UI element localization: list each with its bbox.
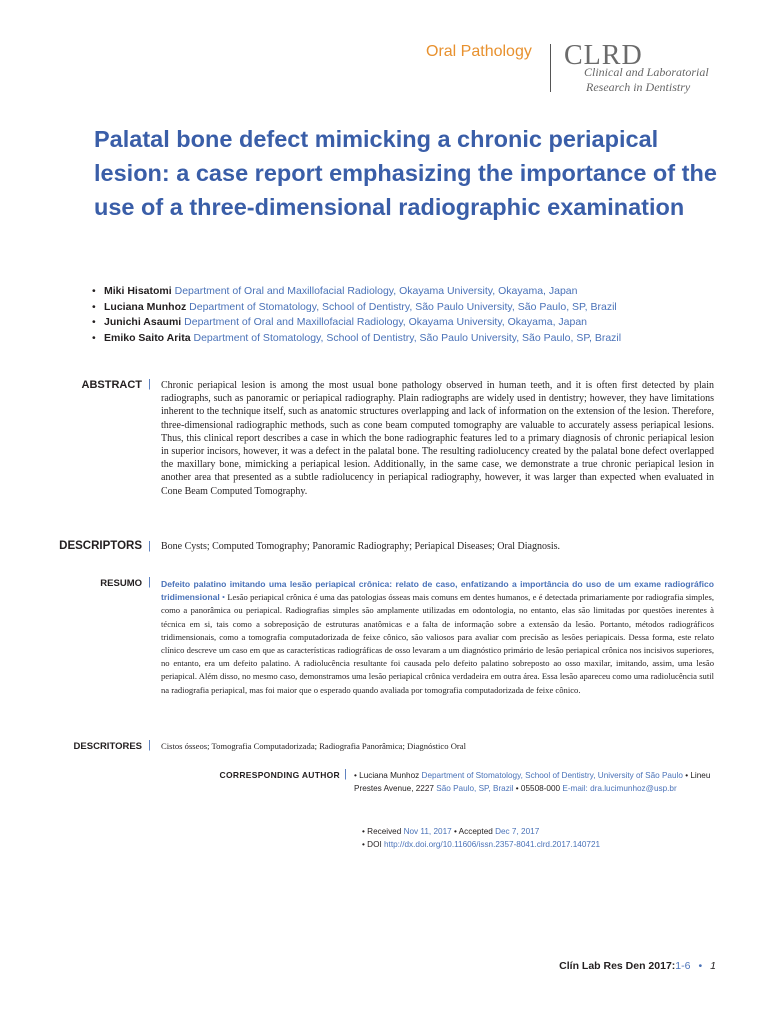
author-affiliation: Department of Stomatology, School of Dentistry, São Paulo University, São Paulo, SP, Brazil: [193, 331, 622, 344]
descriptors-label: DESCRIPTORS: [59, 540, 142, 552]
footer-journal: Clín Lab Res Den 2017:: [559, 960, 676, 972]
corresponding-author-zip: 05508-000: [520, 784, 561, 793]
corresponding-author-name: Luciana Munhoz: [359, 771, 420, 780]
descritores-text: Cistos ósseos; Tomografia Computadorizada; Radiografia Panorâmica; Diagnóstico Oral: [161, 741, 466, 751]
bullet-icon: •: [92, 331, 96, 344]
bullet-icon: •: [362, 840, 365, 849]
bullet-icon: •: [685, 771, 689, 780]
resumo-separator: •: [222, 592, 226, 603]
corresponding-author-label: CORRESPONDING AUTHOR: [219, 770, 340, 780]
author-name: Emiko Saito Arita: [104, 331, 191, 344]
resumo-divider: |: [148, 576, 151, 588]
page-number: 1: [710, 960, 716, 972]
descritores-divider: |: [148, 739, 151, 751]
author-name: Luciana Munhoz: [104, 300, 187, 313]
author-list: [92, 284, 722, 346]
author-item: [92, 284, 722, 300]
corresponding-author-details: [354, 769, 716, 795]
journal-name-line2: Research in Dentistry: [586, 80, 691, 94]
accepted-date: Dec 7, 2017: [495, 827, 540, 836]
journal-name-line1: Clinical and Laboratorial: [584, 65, 709, 79]
journal-logo: [560, 40, 720, 100]
email-link[interactable]: dra.lucimunhoz@usp.br: [590, 784, 677, 793]
descriptors-text: Bone Cysts; Computed Tomography; Panoramic Radiography; Periapical Diseases; Oral Diagnosis.: [161, 541, 561, 552]
abstract-label: ABSTRACT: [81, 379, 142, 391]
email-label: E-mail:: [562, 784, 588, 793]
bullet-icon: •: [453, 827, 457, 836]
bullet-icon: •: [92, 285, 96, 297]
bullet-icon: •: [92, 316, 96, 328]
page-footer: [559, 960, 716, 972]
descritores-label: DESCRITORES: [73, 741, 142, 752]
author-affiliation: Department of Oral and Maxillofacial Radiology, Okayama University, Okayama, Japan: [174, 285, 578, 297]
author-item: [92, 331, 722, 347]
author-item: [92, 300, 722, 316]
resumo-title: Defeito palatino imitando uma lesão periapical crônica: relato de caso, enfatizando a importância do uso de um exame radiográfico tridimensional: [161, 579, 714, 603]
corresponding-author-address: Lineu Prestes Avenue, 2227: [354, 771, 711, 793]
article-dates: [362, 825, 600, 851]
received-date: Nov 11, 2017: [403, 827, 452, 836]
resumo-body: Lesão periapical crônica é uma das patologias ósseas mais comuns em dentes humanos, e é detectada primariamente por radiografia simples, como a panorâmica ou periapical. Radiografias simples são amplamente utilizadas em odontologia, no entanto, elas são limitadas por questões inerentes à técnica em si, tais como a sobreposição de estruturas anatômicas e a falta de informação sobre a extensão da lesão. Portanto, métodos radiográficos tridimensionais, como a tomografia computadorizada de feixe cônico, são valiosos para avaliar com precisão as lesões periapicais. Dessa forma, este relato clínico descreve um caso em que as características radiográficas de osso levaram a um diagnóstico primário de lesão periapical crônica nos incisivos superiores, no entanto, era um defeito palatino. A radiolucência resultante foi causada pelo defeito palatino sobreposto ao osso maxilar, imitando, assim, uma lesão periapical. Além disso, no mesmo caso, demonstramos uma lesão periapical crônica verdadeira em outra área. Essa lesão apareceu como uma radiolucência sutil na radiografia periapical, mas foi maior que o esperado quando avaliada por tomografia computadorizada de feixe cônico.: [161, 592, 714, 695]
corresponding-author-city: São Paulo, SP, Brazil: [436, 784, 514, 793]
doi-link[interactable]: http://dx.doi.org/10.11606/issn.2357-8041.clrd.2017.140721: [384, 840, 601, 849]
author-affiliation: Department of Stomatology, School of Dentistry, São Paulo University, São Paulo, SP, Brazil: [189, 300, 617, 313]
resumo-label: RESUMO: [100, 578, 142, 589]
descriptors-divider: |: [148, 540, 151, 552]
article-title: Palatal bone defect mimicking a chronic periapical lesion: a case report emphasizing the importance of the use of a three-dimensional radiographic examination: [94, 126, 717, 220]
bullet-icon: •: [92, 300, 96, 313]
author-name: Junichi Asaumi: [104, 316, 182, 328]
author-affiliation: Department of Oral and Maxillofacial Radiology, Okayama University, Okayama, Japan: [184, 316, 588, 328]
doi-label: DOI: [367, 840, 382, 849]
abstract-divider: |: [148, 378, 151, 390]
bullet-icon: •: [354, 771, 357, 780]
footer-separator: •: [698, 960, 703, 972]
resumo-text: [161, 578, 714, 697]
logo-mark: CLRD: [564, 40, 643, 71]
bullet-icon: •: [362, 827, 365, 836]
header-divider: [550, 44, 551, 92]
corresponding-author-affiliation: Department of Stomatology, School of Dentistry, University of São Paulo: [421, 771, 683, 780]
corresponding-author-divider: |: [344, 768, 347, 780]
author-item: [92, 315, 722, 331]
section-label: Oral Pathology: [426, 43, 532, 60]
received-label: Received: [367, 827, 402, 836]
bullet-icon: •: [515, 784, 519, 793]
footer-pages: 1-6: [675, 960, 691, 972]
abstract-text: Chronic periapical lesion is among the most usual bone pathology observed in human teeth, and it is often first detected by plain radiographs, such as panoramic or periapical radiography. Plain radiographs are widely used in dentistry; however, they have limitations inherent to the technique itself, such as anatomic structures overlapping and lack of information on the extension of the lesion. Therefore, three-dimensional radiographic methods, such as cone beam computed tomography are valuable to accurately assess periapical lesions. Thus, this clinical report describes a case in which the bone radiographic features led to a primary diagnosis of chronic periapical lesion in superior incisors, however, it was a defect in the palatal bone. The resulting radiolucency created by the palatal bone defect overlapped the maxillary bone, mimicking a periapical lesion. Additionally, in the same case, we demonstrate a true chronic periapical lesion in another area that presented as a subtle radiolucency in periapical radiography, however, it was larger than expected when evaluated in Cone Beam Computed Tomography.: [161, 380, 714, 497]
accepted-label: Accepted: [458, 827, 493, 836]
author-name: Miki Hisatomi: [104, 285, 172, 297]
